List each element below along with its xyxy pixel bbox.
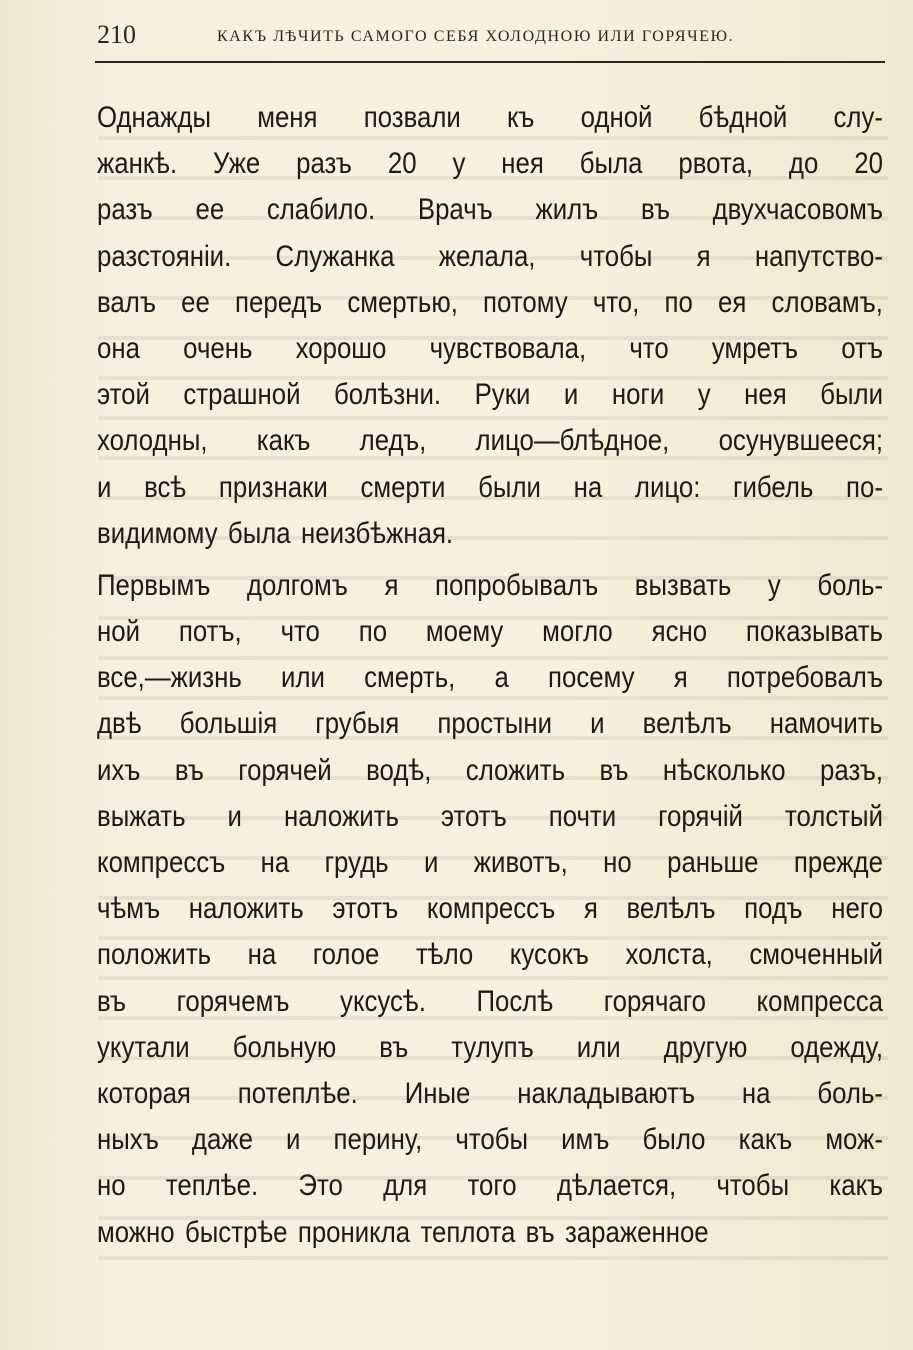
text-line: двѣ большія грубыя простыни и велѣлъ намочить	[97, 707, 884, 741]
text-line: жанкѣ. Уже разъ 20 у нея была рвота, до 20	[97, 147, 883, 181]
text-line: валъ ее передъ смертью, потому что, по ея словамъ,	[97, 285, 883, 319]
text-line: въ горячемъ уксусѣ. Послѣ горячаго компресса	[97, 984, 884, 1018]
text-line: видимому была неизбѣжная.	[97, 516, 454, 550]
text-line: выжать и наложить этотъ почти горячій толстый	[97, 799, 883, 833]
page-header	[97, 18, 884, 58]
text-line: разъ ее слабило. Врачъ жилъ въ двухчасовомъ	[97, 193, 883, 227]
text-line: ихъ въ горячей водѣ, сложить въ нѣсколько разъ,	[97, 753, 884, 787]
text-line: разстояніи. Служанка желала, чтобы я напутство-	[97, 239, 883, 273]
text-line: все,—жизнь или смерть, а посему я потребовалъ	[97, 661, 883, 695]
text-line: она очень хорошо чувствовала, что умретъ отъ	[97, 331, 883, 365]
text-line: Однажды меня позвали къ одной бѣдной слу-	[97, 101, 883, 134]
running-head: КАКЪ ЛѢЧИТЬ САМОГО СЕБЯ ХОЛОДНОЮ ИЛИ ГОРЯЧЕЮ.	[217, 28, 735, 45]
text-line: холодны, какъ ледъ, лицо—блѣдное, осунувшееся;	[97, 424, 884, 458]
text-line: укутали больную въ тулупъ или другую одежду,	[97, 1030, 884, 1064]
text-line: но теплѣе. Это для того дѣлается, чтобы какъ	[97, 1169, 884, 1203]
header-rule	[95, 61, 885, 63]
page-number: 210	[97, 20, 136, 49]
paragraph	[97, 95, 884, 557]
text-line: чѣмъ наложить этотъ компрессъ я велѣлъ подъ него	[97, 892, 883, 926]
text-line: ныхъ даже и перину, чтобы имъ было какъ мож-	[97, 1123, 883, 1157]
text-line: положить на голое тѣло кусокъ холста, смоченный	[97, 938, 884, 972]
text-line: которая потеплѣе. Иные накладываютъ на боль-	[97, 1076, 884, 1110]
text-line: этой страшной болѣзни. Руки и ноги у нея были	[97, 378, 884, 412]
body-text	[97, 95, 884, 1256]
text-line: компрессъ на грудь и животъ, но раньше прежде	[97, 846, 883, 879]
text-line: Первымъ долгомъ я попробывалъ вызвать у боль-	[97, 568, 884, 602]
text-line: ной потъ, что по моему могло ясно показывать	[97, 615, 883, 649]
text-line: и всѣ признаки смерти были на лицо: гибель по-	[97, 470, 883, 504]
text-line: можно быстрѣе проникла теплота въ зараженное	[97, 1215, 709, 1249]
paragraph	[97, 563, 884, 1256]
